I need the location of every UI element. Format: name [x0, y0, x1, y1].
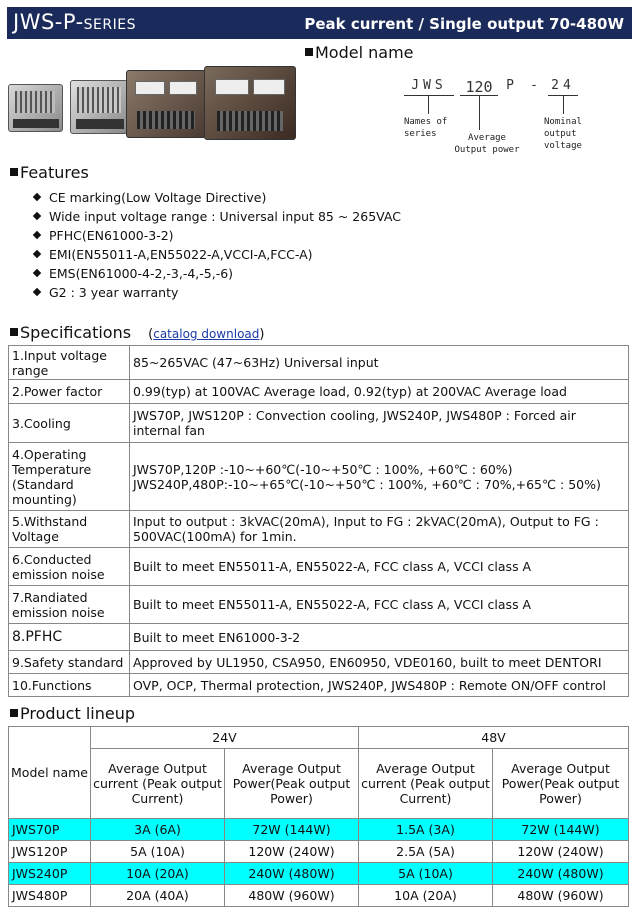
lineup-cell: 240W (480W) [493, 863, 629, 885]
lineup-row [9, 819, 629, 841]
lineup-model: JWS70P [9, 819, 91, 841]
lineup-cell: 1.5A (3A) [359, 819, 493, 841]
specifications-heading: Specifications (catalog download) [10, 323, 264, 342]
label-names-of-series: Names of series [404, 117, 448, 139]
spec-value: Input to output : 3kVAC(20mA), Input to FG : 2kVAC(20mA), Output to FG : 500VAC(100mA) for 1min. [130, 511, 629, 548]
product-photos [8, 62, 298, 140]
square-bullet-icon [10, 709, 18, 717]
spec-key: 2.Power factor [9, 380, 130, 404]
lineup-cell: 10A (20A) [91, 863, 225, 885]
square-bullet-icon [10, 328, 18, 336]
spec-row [9, 404, 629, 443]
lineup-row [9, 863, 629, 885]
spec-value: JWS70P, JWS120P : Convection cooling, JWS240P, JWS480P : Forced air internal fan [130, 404, 629, 443]
feature-item: PFHC(EN61000-3-2) [34, 226, 401, 245]
spec-value: Built to meet EN55011-A, EN55022-A, FCC class A, VCCI class A [130, 586, 629, 624]
connector-line-series [428, 96, 429, 114]
lineup-col-current-48: Average Output current (Peak output Current) [359, 749, 493, 819]
spec-value: OVP, OCP, Thermal protection, JWS240P, JWS480P : Remote ON/OFF control [130, 674, 629, 697]
feature-item: Wide input voltage range : Universal input 85 ~ 265VAC [34, 207, 401, 226]
square-bullet-icon [305, 48, 313, 56]
connector-line-power [479, 96, 480, 130]
spec-row [9, 443, 629, 511]
lineup-cell: 72W (144W) [493, 819, 629, 841]
product-lineup-table [8, 726, 629, 907]
lineup-cell: 72W (144W) [225, 819, 359, 841]
feature-item: CE marking(Low Voltage Directive) [34, 188, 401, 207]
lineup-cell: 5A (10A) [359, 863, 493, 885]
lineup-cell: 10A (20A) [359, 885, 493, 907]
spec-key: 6.Conducted emission noise [9, 548, 130, 586]
lineup-cell: 120W (240W) [493, 841, 629, 863]
lineup-model: JWS120P [9, 841, 91, 863]
lineup-row [9, 885, 629, 907]
spec-value-line: JWS240P,480P:-10~+65℃(-10~+50℃ : 100%, +60℃ : 70%,+65℃ : 50%) [133, 476, 601, 492]
label-nominal-output-voltage: Nominal output voltage [544, 117, 582, 151]
diamond-bullet-icon [33, 269, 41, 277]
lineup-col-current-24: Average Output current (Peak output Current) [91, 749, 225, 819]
lineup-model: JWS480P [9, 885, 91, 907]
model-code-power: 120 [460, 78, 498, 96]
lineup-cell: 120W (240W) [225, 841, 359, 863]
diamond-bullet-icon [33, 250, 41, 258]
catalog-paren-open: ( [148, 327, 154, 342]
lineup-cell: 3A (6A) [91, 819, 225, 841]
spec-row [9, 651, 629, 674]
lineup-col-power-24: Average Output Power(Peak output Power) [225, 749, 359, 819]
catalog-download-link[interactable]: catalog download [153, 327, 260, 341]
spec-row [9, 346, 629, 380]
spec-key: 3.Cooling [9, 404, 130, 443]
header-subtitle: Peak current / Single output 70-480W [304, 15, 624, 33]
diamond-bullet-icon [33, 288, 41, 296]
product-image-jws120p [70, 80, 128, 134]
series-title: JWS-P-SERIES [13, 10, 136, 34]
lineup-group-header-row [9, 727, 629, 749]
lineup-cell: 240W (480W) [225, 863, 359, 885]
square-bullet-icon [10, 168, 18, 176]
features-heading: Features [10, 163, 89, 182]
spec-value: 85~265VAC (47~63Hz) Universal input [130, 346, 629, 380]
header-bar [7, 7, 632, 39]
spec-row [9, 548, 629, 586]
features-list [34, 188, 401, 302]
spec-row [9, 624, 629, 651]
spec-row [9, 586, 629, 624]
model-code-voltage: 24 [548, 78, 578, 96]
lineup-cell: 480W (960W) [493, 885, 629, 907]
spec-key: 4.Operating Temperature (Standard mounting) [9, 443, 130, 511]
spec-value-line: JWS70P,120P :-10~+60℃(-10~+50℃ : 100%, +60℃ : 60%) [133, 461, 513, 477]
lineup-model-header: Model name [9, 727, 91, 819]
spec-row [9, 674, 629, 697]
lineup-column-header-row [9, 749, 629, 819]
spec-value: Built to meet EN55011-A, EN55022-A, FCC class A, VCCI class A [130, 548, 629, 586]
spec-value: 0.99(typ) at 100VAC Average load, 0.92(typ) at 200VAC Average load [130, 380, 629, 404]
product-image-jws240p [126, 70, 206, 138]
spec-row [9, 380, 629, 404]
lineup-model: JWS240P [9, 863, 91, 885]
spec-key: 7.Randiated emission noise [9, 586, 130, 624]
catalog-paren-close: ) [259, 327, 265, 342]
spec-value [130, 443, 629, 511]
product-lineup-heading: Product lineup [10, 704, 135, 723]
diamond-bullet-icon [33, 231, 41, 239]
product-image-jws480p [204, 66, 296, 140]
diamond-bullet-icon [33, 212, 41, 220]
lineup-group-48v: 48V [359, 727, 629, 749]
lineup-cell: 20A (40A) [91, 885, 225, 907]
spec-key: 5.Withstand Voltage [9, 511, 130, 548]
feature-item: EMS(EN61000-4-2,-3,-4,-5,-6) [34, 264, 401, 283]
spec-value: Built to meet EN61000-3-2 [130, 624, 629, 651]
spec-key: 8.PFHC [9, 624, 130, 651]
spec-row [9, 511, 629, 548]
lineup-col-power-48: Average Output Power(Peak output Power) [493, 749, 629, 819]
spec-key: 10.Functions [9, 674, 130, 697]
spec-value: Approved by UL1950, CSA950, EN60950, VDE0160, built to meet DENTORI [130, 651, 629, 674]
specifications-table [8, 345, 629, 697]
lineup-row [9, 841, 629, 863]
lineup-cell: 2.5A (5A) [359, 841, 493, 863]
product-image-jws70p [8, 84, 63, 132]
spec-key: 9.Safety standard [9, 651, 130, 674]
model-code-type: P [506, 78, 514, 93]
model-code-dash: - [530, 78, 538, 93]
lineup-cell: 480W (960W) [225, 885, 359, 907]
lineup-cell: 5A (10A) [91, 841, 225, 863]
feature-item: G2 : 3 year warranty [34, 283, 401, 302]
model-name-heading: Model name [305, 43, 414, 62]
connector-line-voltage [563, 96, 564, 114]
label-average-output-power: Average Output power [454, 133, 520, 155]
diamond-bullet-icon [33, 193, 41, 201]
lineup-group-24v: 24V [91, 727, 359, 749]
spec-key: 1.Input voltage range [9, 346, 130, 380]
feature-item: EMI(EN55011-A,EN55022-A,VCCI-A,FCC-A) [34, 245, 401, 264]
model-code-series: JWS [404, 78, 454, 96]
